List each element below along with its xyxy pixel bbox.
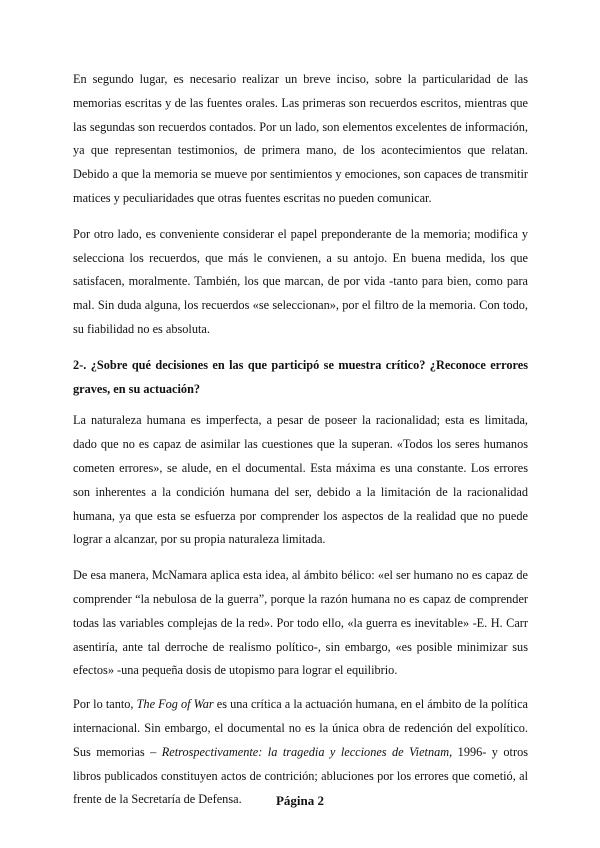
text-run: Por lo tanto, <box>73 697 137 712</box>
text-run: , 1996- y otros libros publicados constituyen actos de contrición; abluciones por los errores que cometió, al frente de la Secretaría de Defensa. <box>73 744 528 807</box>
book-title: Retrospectivamente: la tragedia y lecciones de Vietnam <box>161 744 450 759</box>
text-run: es una crítica a la actuación humana, en el ámbito de la política internacional. Sin embargo, el documental no es la única obra de redención del expolítico. Sus memorias – <box>73 697 528 759</box>
paragraph-memorias-escritas: En segundo lugar, es necesario realizar un breve inciso, sobre la particularidad de las memorias escritas y de las fuentes orales. Las primeras son recuerdos escritos, mientras que las segundas son recuerdos contados. Por un lado, son elementos excelentes de información, ya que representan testimonios, de primera mano, de los acontecimientos que relatan. Debido a que la memoria se mueve por sentimientos y emociones, son capaces de transmitir matices y peculiaridades que otras fuentes escritas no pueden comunicar. <box>73 72 528 205</box>
paragraph-papel-memoria: Por otro lado, es conveniente considerar el papel preponderante de la memoria; modifica y selecciona los recuerdos, que más le convienen, a su antojo. En buena medida, los que satisfacen, moralmente. También, los que marcan, de por vida -tanto para bien, como para mal. Sin duda alguna, los recuerdos «se seleccionan», por el filtro de la memoria. Con todo, su fiabilidad no es absoluta. <box>73 226 528 336</box>
section-question-heading: 2-. ¿Sobre qué decisiones en las que participó se muestra crítico? ¿Reconoce errores graves, en su actuación? <box>73 357 528 396</box>
film-title: The Fog of War <box>136 697 214 712</box>
paragraph-mcnamara: De esa manera, McNamara aplica esta idea, al ámbito bélico: «el ser humano no es capaz de comprender “la nebulosa de la guerra”, porque la razón humana no es capaz de comprender todas las variables complejas de la red». Por todo ello, «la guerra es inevitable» -E. H. Carr asentiría, ante tal derroche de realismo político-, sin embargo, «es posible minimizar sus efectos» -una pequeña dosis de utopismo para lograr el equilibrio. <box>73 568 528 678</box>
page-body <box>73 68 528 824</box>
paragraph-naturaleza-humana: La naturaleza humana es imperfecta, a pesar de poseer la racionalidad; esta es limitada, dado que no es capaz de asimilar las cuestiones que la superan. «Todos los seres humanos cometen errores», se alude, en el documental. Esta máxima es una constante. Los errores son inherentes a la condición humana del ser, debido a la limitación de la racionalidad humana, ya que esta se esfuerza por comprender los aspectos de la realidad que no puede lograr a alcanzar, por su propia naturaleza limitada. <box>73 413 528 547</box>
page-number: Página 2 <box>275 793 325 808</box>
